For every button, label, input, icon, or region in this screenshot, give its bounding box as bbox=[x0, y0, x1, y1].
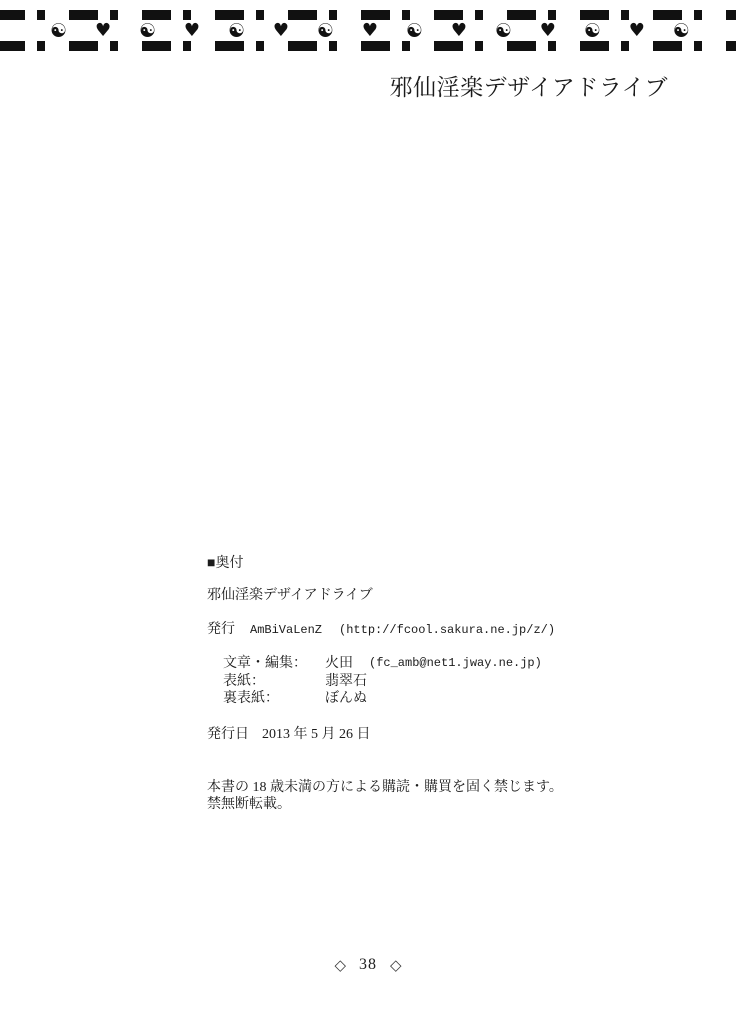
staff-label: 裏表紙： bbox=[223, 691, 279, 706]
heart-icon: ♥ bbox=[450, 20, 467, 41]
yinyang-icon: ☯ bbox=[227, 19, 245, 42]
page-header-title: 邪仙淫楽デザイアドライブ bbox=[389, 75, 668, 100]
yinyang-icon: ☯ bbox=[316, 19, 334, 42]
staff-credits bbox=[207, 657, 563, 710]
book-title: 邪仙淫楽デザイアドライブ bbox=[207, 588, 373, 603]
staff-label: 文章・編集： bbox=[223, 656, 307, 671]
border-symbol-row bbox=[50, 13, 690, 49]
heart-icon: ♥ bbox=[94, 20, 112, 41]
yinyang-icon: ☯ bbox=[583, 19, 601, 42]
yinyang-icon: ☯ bbox=[672, 19, 690, 42]
colophon-section-marker: ■奥付 bbox=[207, 556, 244, 571]
publisher-name: AmBiVaLenZ bbox=[250, 623, 323, 637]
staff-value: 翡翠石 bbox=[325, 673, 367, 689]
publisher-line bbox=[207, 623, 563, 637]
heart-icon: ♥ bbox=[183, 20, 201, 41]
colophon bbox=[207, 557, 563, 813]
staff-row bbox=[207, 692, 563, 710]
heart-icon: ♥ bbox=[361, 20, 378, 41]
heart-icon: ♥ bbox=[628, 20, 645, 41]
notices bbox=[207, 779, 563, 813]
publisher-label: 発行 bbox=[207, 622, 235, 637]
decorative-border bbox=[0, 10, 736, 51]
date-label: 発行日 bbox=[207, 726, 249, 742]
diamond-icon: ◇ bbox=[334, 955, 346, 974]
staff-value: ぼんぬ bbox=[325, 691, 367, 706]
publish-date-line bbox=[207, 728, 563, 742]
yinyang-icon: ☯ bbox=[405, 19, 423, 42]
staff-row bbox=[207, 657, 563, 675]
page-number: 38 bbox=[359, 956, 377, 973]
heart-icon: ♥ bbox=[539, 20, 556, 41]
staff-note: (fc_amb@net1.jway.ne.jp) bbox=[369, 656, 542, 670]
staff-row bbox=[207, 675, 563, 693]
staff-value: 火田 bbox=[325, 656, 353, 671]
date-value: 2013 年 5 月 26 日 bbox=[262, 726, 371, 742]
page-footer bbox=[0, 957, 736, 973]
yinyang-icon: ☯ bbox=[138, 19, 157, 42]
heart-icon: ♥ bbox=[272, 20, 290, 41]
yinyang-icon: ☯ bbox=[494, 19, 512, 42]
age-notice: 本書の 18 歳未満の方による購読・購買を固く禁じます。 bbox=[207, 779, 563, 795]
diamond-icon: ◇ bbox=[390, 955, 402, 974]
reprint-notice: 禁無断転載。 bbox=[207, 796, 291, 812]
publisher-url: (http://fcool.sakura.ne.jp/z/) bbox=[339, 623, 556, 637]
yinyang-icon: ☯ bbox=[50, 19, 68, 42]
staff-label: 表紙： bbox=[223, 673, 265, 689]
